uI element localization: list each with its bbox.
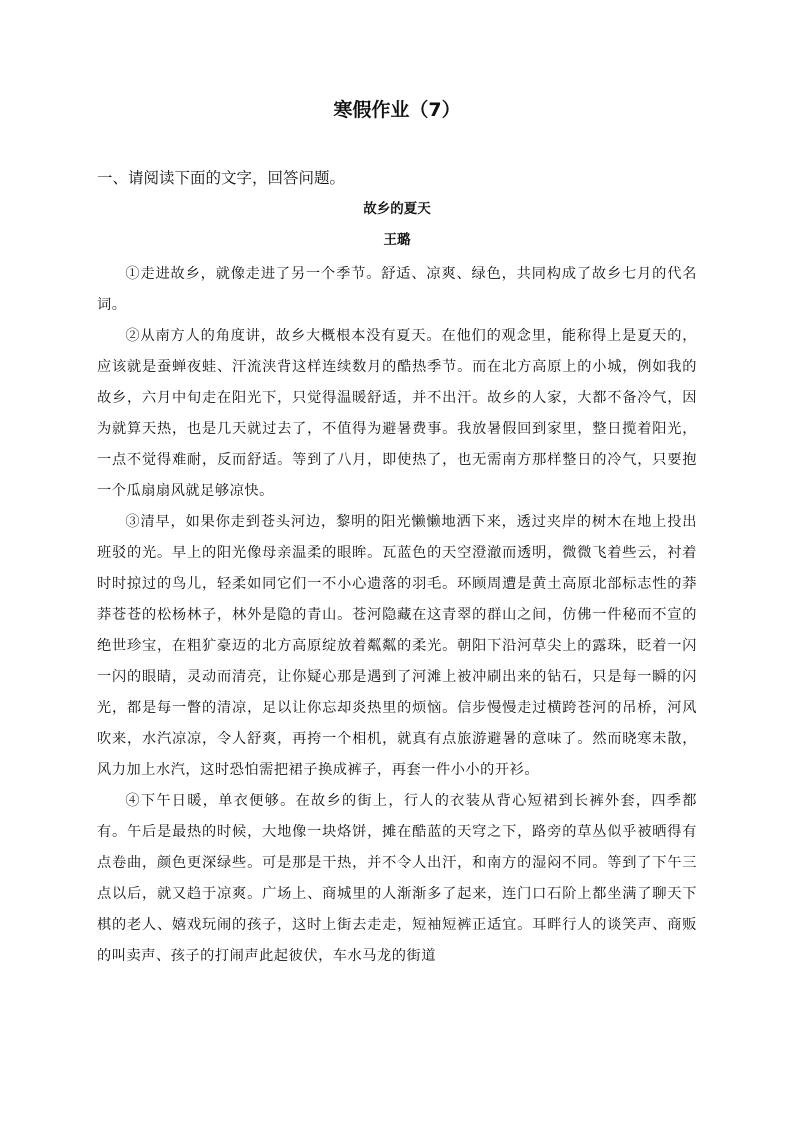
paragraph-1: ①走进故乡，就像走进了另一个季节。舒适、凉爽、绿色，共同构成了故乡七月的代名词。 [97,266,697,313]
section-heading: 一、请阅读下面的文字，回答问题。 [97,169,346,187]
document-title: 寒假作业（7） [333,99,461,121]
article-body [97,259,697,972]
paragraph-2: ②从南方人的角度讲，故乡大概根本没有夏天。在他们的观念里，能称得上是夏天的，应该就是蚕蝉夜蛙、汗流浃背这样连续数月的酷热季节。而在北方高原上的小城，例如我的故乡，六月中旬走在阳光下，只觉得温暖舒适，并不出汗。故乡的人家，大都不备冷气，因为就算天热，也是几天就过去了，不值得为避暑费事。我放暑假回到家里，整日揽着阳光，一点不觉得难耐，反而舒适。等到了八月，即使热了，也无需南方那样整日的冷气，只要抱一个瓜扇扇风就足够凉快。 [97,328,697,499]
article-title: 故乡的夏天 [363,201,431,217]
article-author: 王璐 [383,232,411,248]
paragraph-4: ④下午日暖，单衣便够。在故乡的街上，行人的衣装从背心短裙到长裤外套，四季都有。午后是最热的时候，大地像一块烙饼，摊在酷蓝的天穹之下，路旁的草丛似乎被晒得有点卷曲，颜色更深绿些。可是那是干热，并不令人出汗，和南方的湿闷不同。等到了下午三点以后，就又趋于凉爽。广场上、商城里的人渐渐多了起来，连门口石阶上都坐满了聊天下棋的老人、嬉戏玩闹的孩子，这时上街去走走，短袖短裤正适宜。耳畔行人的谈笑声、商贩的叫卖声、孩子的打闹声此起彼伏，车水马龙的街道 [97,793,697,964]
paragraph-3: ③清早，如果你走到苍头河边，黎明的阳光懒懒地洒下来，透过夹岸的树木在地上投出班驳的光。早上的阳光像母亲温柔的眼眸。瓦蓝色的天空澄澈而透明，微微飞着些云，衬着时时掠过的鸟儿，轻柔如同它们一不小心遗落的羽毛。环顾周遭是黄土高原北部标志性的莽莽苍苍的松杨林子，林外是隐的青山。苍河隐藏在这青翠的群山之间，仿佛一件秘而不宣的绝世珍宝，在粗犷豪迈的北方高原绽放着粼粼的柔光。朝阳下沿河草尖上的露珠，眨着一闪一闪的眼睛，灵动而清亮，让你疑心那是遇到了河滩上被冲刷出来的钻石，只是每一瞬的闪光，都是每一瞥的清凉，足以让你忘却炎热里的烦恼。信步慢慢走过横跨苍河的吊桥，河风吹来，水汽凉凉，令人舒爽，再挎一个相机，就真有点旅游避暑的意味了。然而晓寒未散，风力加上水汽，这时恐怕需把裙子换成裤子，再套一件小小的开衫。 [97,514,697,778]
